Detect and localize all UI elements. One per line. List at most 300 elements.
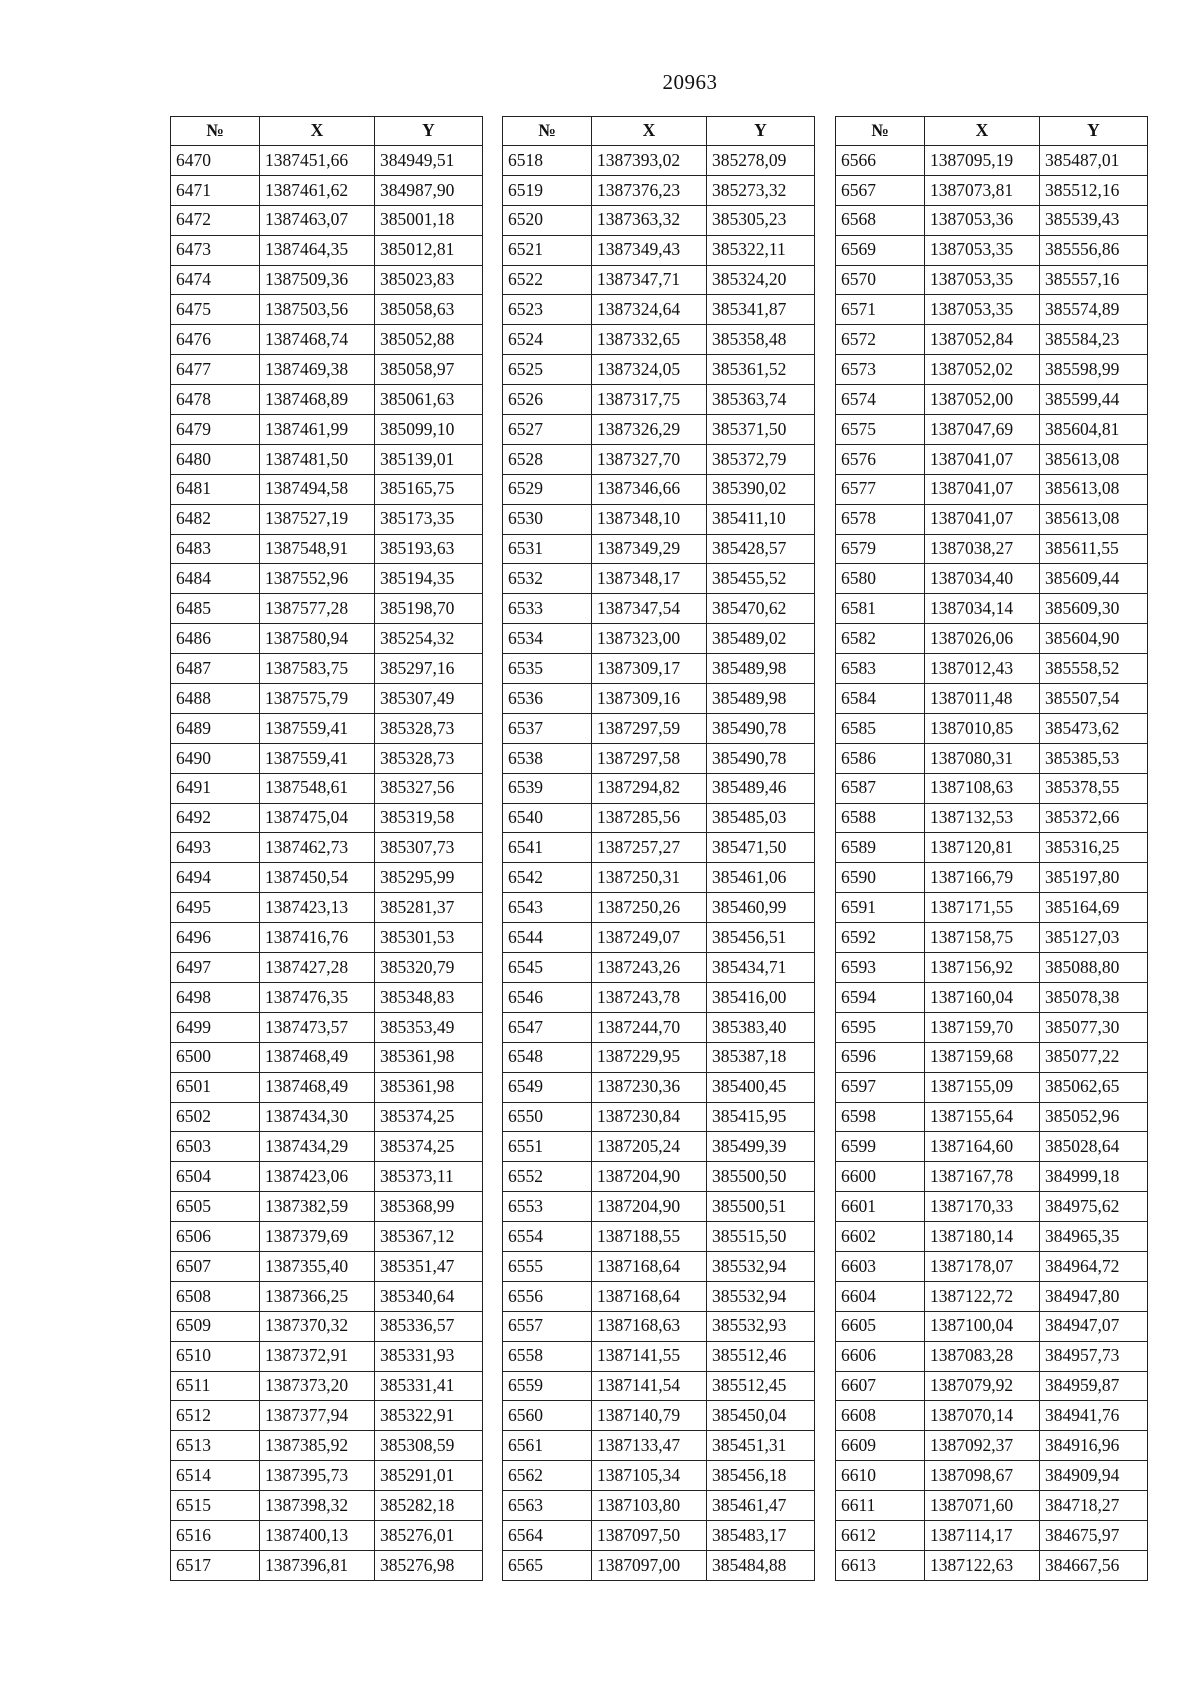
y-coordinate-cell: 385001,18: [375, 205, 483, 235]
table-row: [836, 743, 1148, 773]
table-row: [836, 1162, 1148, 1192]
point-number-cell: 6579: [836, 534, 925, 564]
x-coordinate-cell: 1387434,29: [260, 1132, 375, 1162]
y-coordinate-cell: 385385,53: [1040, 743, 1148, 773]
point-number-cell: 6613: [836, 1550, 925, 1580]
point-number-cell: 6565: [503, 1550, 592, 1580]
table-row: [171, 175, 483, 205]
point-number-cell: 6524: [503, 325, 592, 355]
point-number-cell: 6529: [503, 474, 592, 504]
y-coordinate-cell: 385415,95: [707, 1102, 815, 1132]
point-number-cell: 6592: [836, 923, 925, 953]
x-coordinate-cell: 1387204,90: [592, 1162, 707, 1192]
x-coordinate-cell: 1387244,70: [592, 1012, 707, 1042]
header-x: X: [925, 117, 1040, 146]
y-coordinate-cell: 385320,79: [375, 953, 483, 983]
y-coordinate-cell: 385609,30: [1040, 594, 1148, 624]
x-coordinate-cell: 1387132,53: [925, 803, 1040, 833]
x-coordinate-cell: 1387349,43: [592, 235, 707, 265]
x-coordinate-cell: 1387580,94: [260, 624, 375, 654]
header-x: X: [260, 117, 375, 146]
table-row: [836, 1401, 1148, 1431]
point-number-cell: 6521: [503, 235, 592, 265]
x-coordinate-cell: 1387167,78: [925, 1162, 1040, 1192]
point-number-cell: 6593: [836, 953, 925, 983]
y-coordinate-cell: 385078,38: [1040, 982, 1148, 1012]
x-coordinate-cell: 1387122,72: [925, 1281, 1040, 1311]
table-row: [503, 175, 815, 205]
point-number-cell: 6581: [836, 594, 925, 624]
x-coordinate-cell: 1387559,41: [260, 713, 375, 743]
x-coordinate-cell: 1387083,28: [925, 1341, 1040, 1371]
point-number-cell: 6488: [171, 684, 260, 714]
y-coordinate-cell: 385489,02: [707, 624, 815, 654]
y-coordinate-cell: 385099,10: [375, 415, 483, 445]
x-coordinate-cell: 1387297,58: [592, 743, 707, 773]
x-coordinate-cell: 1387468,89: [260, 385, 375, 415]
point-number-cell: 6491: [171, 773, 260, 803]
table-row: [171, 1192, 483, 1222]
x-coordinate-cell: 1387450,54: [260, 863, 375, 893]
y-coordinate-cell: 385461,06: [707, 863, 815, 893]
x-coordinate-cell: 1387503,56: [260, 295, 375, 325]
table-row: [836, 833, 1148, 863]
x-coordinate-cell: 1387026,06: [925, 624, 1040, 654]
point-number-cell: 6586: [836, 743, 925, 773]
x-coordinate-cell: 1387473,57: [260, 1012, 375, 1042]
table-row: [503, 684, 815, 714]
table-row: [171, 863, 483, 893]
point-number-cell: 6471: [171, 175, 260, 205]
point-number-cell: 6585: [836, 713, 925, 743]
page-number: 20963: [662, 70, 718, 94]
point-number-cell: 6514: [171, 1461, 260, 1491]
x-coordinate-cell: 1387160,04: [925, 982, 1040, 1012]
table-row: [171, 1461, 483, 1491]
y-coordinate-cell: 385500,50: [707, 1162, 815, 1192]
x-coordinate-cell: 1387250,31: [592, 863, 707, 893]
y-coordinate-cell: 385489,98: [707, 654, 815, 684]
x-coordinate-cell: 1387070,14: [925, 1401, 1040, 1431]
table-row: [171, 594, 483, 624]
table-row: [836, 1102, 1148, 1132]
x-coordinate-cell: 1387583,75: [260, 654, 375, 684]
y-coordinate-cell: 385341,87: [707, 295, 815, 325]
point-number-cell: 6541: [503, 833, 592, 863]
y-coordinate-cell: 385598,99: [1040, 355, 1148, 385]
x-coordinate-cell: 1387363,32: [592, 205, 707, 235]
y-coordinate-cell: 385456,51: [707, 923, 815, 953]
table-row: [171, 1012, 483, 1042]
x-coordinate-cell: 1387462,73: [260, 833, 375, 863]
table-row: [171, 773, 483, 803]
y-coordinate-cell: 385058,97: [375, 355, 483, 385]
table-row: [503, 355, 815, 385]
table-row: [503, 1461, 815, 1491]
point-number-cell: 6503: [171, 1132, 260, 1162]
y-coordinate-cell: 385254,32: [375, 624, 483, 654]
y-coordinate-cell: 385483,17: [707, 1520, 815, 1550]
point-number-cell: 6501: [171, 1072, 260, 1102]
y-coordinate-cell: 385198,70: [375, 594, 483, 624]
x-coordinate-cell: 1387158,75: [925, 923, 1040, 953]
table-row: [836, 923, 1148, 953]
table-row: [171, 833, 483, 863]
point-number-cell: 6552: [503, 1162, 592, 1192]
x-coordinate-cell: 1387140,79: [592, 1401, 707, 1431]
x-coordinate-cell: 1387010,85: [925, 713, 1040, 743]
y-coordinate-cell: 385374,25: [375, 1102, 483, 1132]
x-coordinate-cell: 1387324,64: [592, 295, 707, 325]
table-row: [171, 1550, 483, 1580]
point-number-cell: 6522: [503, 265, 592, 295]
table-row: [503, 325, 815, 355]
x-coordinate-cell: 1387548,91: [260, 534, 375, 564]
y-coordinate-cell: 385604,81: [1040, 415, 1148, 445]
y-coordinate-cell: 385532,94: [707, 1281, 815, 1311]
x-coordinate-cell: 1387347,54: [592, 594, 707, 624]
x-coordinate-cell: 1387349,29: [592, 534, 707, 564]
x-coordinate-cell: 1387034,14: [925, 594, 1040, 624]
x-coordinate-cell: 1387041,07: [925, 504, 1040, 534]
x-coordinate-cell: 1387469,38: [260, 355, 375, 385]
x-coordinate-cell: 1387053,35: [925, 295, 1040, 325]
table-row: [836, 1072, 1148, 1102]
x-coordinate-cell: 1387324,05: [592, 355, 707, 385]
table-row: [171, 684, 483, 714]
point-number-cell: 6576: [836, 444, 925, 474]
y-coordinate-cell: 385295,99: [375, 863, 483, 893]
x-coordinate-cell: 1387243,26: [592, 953, 707, 983]
y-coordinate-cell: 384909,94: [1040, 1461, 1148, 1491]
table-row: [503, 654, 815, 684]
header-number: №: [171, 117, 260, 146]
table-row: [503, 1251, 815, 1281]
table-row: [171, 1222, 483, 1252]
y-coordinate-cell: 385599,44: [1040, 385, 1148, 415]
point-number-cell: 6573: [836, 355, 925, 385]
table-row: [503, 1550, 815, 1580]
y-coordinate-cell: 385276,98: [375, 1550, 483, 1580]
point-number-cell: 6483: [171, 534, 260, 564]
y-coordinate-cell: 385584,23: [1040, 325, 1148, 355]
y-coordinate-cell: 385023,83: [375, 265, 483, 295]
y-coordinate-cell: 385340,64: [375, 1281, 483, 1311]
y-coordinate-cell: 385556,86: [1040, 235, 1148, 265]
table-row: [171, 474, 483, 504]
header-number: №: [503, 117, 592, 146]
x-coordinate-cell: 1387141,55: [592, 1341, 707, 1371]
table-row: [836, 1222, 1148, 1252]
point-number-cell: 6557: [503, 1311, 592, 1341]
point-number-cell: 6515: [171, 1491, 260, 1521]
header-y: Y: [707, 117, 815, 146]
table-row: [503, 564, 815, 594]
point-number-cell: 6519: [503, 175, 592, 205]
header-row: [836, 117, 1148, 146]
table-row: [171, 923, 483, 953]
y-coordinate-cell: 385139,01: [375, 444, 483, 474]
x-coordinate-cell: 1387377,94: [260, 1401, 375, 1431]
y-coordinate-cell: 384675,97: [1040, 1520, 1148, 1550]
point-number-cell: 6481: [171, 474, 260, 504]
table-row: [171, 325, 483, 355]
point-number-cell: 6474: [171, 265, 260, 295]
y-coordinate-cell: 385374,25: [375, 1132, 483, 1162]
x-coordinate-cell: 1387243,78: [592, 982, 707, 1012]
table-row: [503, 1431, 815, 1461]
y-coordinate-cell: 385490,78: [707, 743, 815, 773]
table-row: [836, 1431, 1148, 1461]
table-row: [171, 1251, 483, 1281]
table-row: [171, 743, 483, 773]
x-coordinate-cell: 1387372,91: [260, 1341, 375, 1371]
point-number-cell: 6505: [171, 1192, 260, 1222]
coordinates-table-3: [835, 116, 1148, 1581]
point-number-cell: 6560: [503, 1401, 592, 1431]
y-coordinate-cell: 385307,49: [375, 684, 483, 714]
header-number: №: [836, 117, 925, 146]
table-row: [171, 1431, 483, 1461]
point-number-cell: 6500: [171, 1042, 260, 1072]
y-coordinate-cell: 384959,87: [1040, 1371, 1148, 1401]
x-coordinate-cell: 1387370,32: [260, 1311, 375, 1341]
x-coordinate-cell: 1387168,64: [592, 1281, 707, 1311]
point-number-cell: 6550: [503, 1102, 592, 1132]
point-number-cell: 6603: [836, 1251, 925, 1281]
y-coordinate-cell: 385532,94: [707, 1251, 815, 1281]
x-coordinate-cell: 1387052,02: [925, 355, 1040, 385]
point-number-cell: 6509: [171, 1311, 260, 1341]
table-row: [503, 146, 815, 176]
table-row: [503, 1102, 815, 1132]
point-number-cell: 6559: [503, 1371, 592, 1401]
y-coordinate-cell: 385324,20: [707, 265, 815, 295]
table-row: [836, 1012, 1148, 1042]
point-number-cell: 6591: [836, 893, 925, 923]
table-row: [503, 1222, 815, 1252]
table-row: [503, 474, 815, 504]
y-coordinate-cell: 385613,08: [1040, 444, 1148, 474]
x-coordinate-cell: 1387079,92: [925, 1371, 1040, 1401]
y-coordinate-cell: 385331,93: [375, 1341, 483, 1371]
y-coordinate-cell: 385490,78: [707, 713, 815, 743]
y-coordinate-cell: 385507,54: [1040, 684, 1148, 714]
y-coordinate-cell: 385282,18: [375, 1491, 483, 1521]
y-coordinate-cell: 385316,25: [1040, 833, 1148, 863]
y-coordinate-cell: 385532,93: [707, 1311, 815, 1341]
point-number-cell: 6564: [503, 1520, 592, 1550]
point-number-cell: 6537: [503, 713, 592, 743]
table-row: [171, 982, 483, 1012]
point-number-cell: 6482: [171, 504, 260, 534]
table-row: [836, 385, 1148, 415]
table-row: [503, 923, 815, 953]
point-number-cell: 6492: [171, 803, 260, 833]
table-row: [503, 534, 815, 564]
x-coordinate-cell: 1387122,63: [925, 1550, 1040, 1580]
y-coordinate-cell: 385390,02: [707, 474, 815, 504]
table-row: [503, 982, 815, 1012]
y-coordinate-cell: 385276,01: [375, 1520, 483, 1550]
x-coordinate-cell: 1387011,48: [925, 684, 1040, 714]
point-number-cell: 6531: [503, 534, 592, 564]
x-coordinate-cell: 1387038,27: [925, 534, 1040, 564]
table-row: [503, 713, 815, 743]
point-number-cell: 6562: [503, 1461, 592, 1491]
table-row: [836, 803, 1148, 833]
point-number-cell: 6513: [171, 1431, 260, 1461]
table-row: [503, 863, 815, 893]
point-number-cell: 6507: [171, 1251, 260, 1281]
point-number-cell: 6493: [171, 833, 260, 863]
y-coordinate-cell: 385512,16: [1040, 175, 1148, 205]
table-row: [836, 235, 1148, 265]
y-coordinate-cell: 385609,44: [1040, 564, 1148, 594]
table-row: [171, 893, 483, 923]
x-coordinate-cell: 1387385,92: [260, 1431, 375, 1461]
point-number-cell: 6574: [836, 385, 925, 415]
x-coordinate-cell: 1387423,06: [260, 1162, 375, 1192]
x-coordinate-cell: 1387257,27: [592, 833, 707, 863]
point-number-cell: 6549: [503, 1072, 592, 1102]
y-coordinate-cell: 384965,35: [1040, 1222, 1148, 1252]
y-coordinate-cell: 385484,88: [707, 1550, 815, 1580]
x-coordinate-cell: 1387332,65: [592, 325, 707, 355]
table-row: [503, 743, 815, 773]
table-row: [503, 1281, 815, 1311]
point-number-cell: 6533: [503, 594, 592, 624]
x-coordinate-cell: 1387297,59: [592, 713, 707, 743]
x-coordinate-cell: 1387346,66: [592, 474, 707, 504]
y-coordinate-cell: 385194,35: [375, 564, 483, 594]
x-coordinate-cell: 1387229,95: [592, 1042, 707, 1072]
y-coordinate-cell: 384964,72: [1040, 1251, 1148, 1281]
point-number-cell: 6554: [503, 1222, 592, 1252]
point-number-cell: 6610: [836, 1461, 925, 1491]
table-row: [171, 205, 483, 235]
point-number-cell: 6547: [503, 1012, 592, 1042]
point-number-cell: 6543: [503, 893, 592, 923]
point-number-cell: 6489: [171, 713, 260, 743]
x-coordinate-cell: 1387170,33: [925, 1192, 1040, 1222]
y-coordinate-cell: 384987,90: [375, 175, 483, 205]
point-number-cell: 6485: [171, 594, 260, 624]
table-row: [836, 175, 1148, 205]
table-row: [171, 1102, 483, 1132]
y-coordinate-cell: 385461,47: [707, 1491, 815, 1521]
y-coordinate-cell: 385358,48: [707, 325, 815, 355]
table-row: [836, 953, 1148, 983]
table-row: [171, 1341, 483, 1371]
table-row: [503, 1311, 815, 1341]
y-coordinate-cell: 385383,40: [707, 1012, 815, 1042]
x-coordinate-cell: 1387468,49: [260, 1072, 375, 1102]
y-coordinate-cell: 385485,03: [707, 803, 815, 833]
point-number-cell: 6504: [171, 1162, 260, 1192]
y-coordinate-cell: 384949,51: [375, 146, 483, 176]
point-number-cell: 6601: [836, 1192, 925, 1222]
y-coordinate-cell: 385061,63: [375, 385, 483, 415]
y-coordinate-cell: 384999,18: [1040, 1162, 1148, 1192]
point-number-cell: 6506: [171, 1222, 260, 1252]
table-row: [503, 1491, 815, 1521]
table-row: [503, 1371, 815, 1401]
x-coordinate-cell: 1387317,75: [592, 385, 707, 415]
point-number-cell: 6470: [171, 146, 260, 176]
point-number-cell: 6556: [503, 1281, 592, 1311]
table-row: [171, 146, 483, 176]
x-coordinate-cell: 1387451,66: [260, 146, 375, 176]
x-coordinate-cell: 1387309,16: [592, 684, 707, 714]
table-row: [171, 1281, 483, 1311]
y-coordinate-cell: 385470,62: [707, 594, 815, 624]
point-number-cell: 6542: [503, 863, 592, 893]
point-number-cell: 6532: [503, 564, 592, 594]
y-coordinate-cell: 385489,98: [707, 684, 815, 714]
x-coordinate-cell: 1387166,79: [925, 863, 1040, 893]
y-coordinate-cell: 385307,73: [375, 833, 483, 863]
y-coordinate-cell: 384718,27: [1040, 1491, 1148, 1521]
y-coordinate-cell: 385327,56: [375, 773, 483, 803]
point-number-cell: 6495: [171, 893, 260, 923]
point-number-cell: 6567: [836, 175, 925, 205]
point-number-cell: 6612: [836, 1520, 925, 1550]
table-row: [836, 1042, 1148, 1072]
table-row: [836, 265, 1148, 295]
point-number-cell: 6563: [503, 1491, 592, 1521]
x-coordinate-cell: 1387376,23: [592, 175, 707, 205]
table-row: [503, 594, 815, 624]
header-y: Y: [375, 117, 483, 146]
y-coordinate-cell: 385371,50: [707, 415, 815, 445]
y-coordinate-cell: 385052,96: [1040, 1102, 1148, 1132]
table-row: [503, 1341, 815, 1371]
point-number-cell: 6594: [836, 982, 925, 1012]
x-coordinate-cell: 1387373,20: [260, 1371, 375, 1401]
y-coordinate-cell: 385088,80: [1040, 953, 1148, 983]
table-row: [503, 504, 815, 534]
point-number-cell: 6597: [836, 1072, 925, 1102]
x-coordinate-cell: 1387164,60: [925, 1132, 1040, 1162]
x-coordinate-cell: 1387053,35: [925, 235, 1040, 265]
table-row: [503, 235, 815, 265]
y-coordinate-cell: 385328,73: [375, 743, 483, 773]
y-coordinate-cell: 385613,08: [1040, 504, 1148, 534]
table-row: [836, 564, 1148, 594]
table-row: [171, 1132, 483, 1162]
x-coordinate-cell: 1387348,10: [592, 504, 707, 534]
point-number-cell: 6511: [171, 1371, 260, 1401]
point-number-cell: 6545: [503, 953, 592, 983]
table-row: [503, 893, 815, 923]
table-row: [171, 1401, 483, 1431]
table-row: [836, 1192, 1148, 1222]
x-coordinate-cell: 1387416,76: [260, 923, 375, 953]
x-coordinate-cell: 1387071,60: [925, 1491, 1040, 1521]
y-coordinate-cell: 385363,74: [707, 385, 815, 415]
point-number-cell: 6497: [171, 953, 260, 983]
table-row: [171, 1311, 483, 1341]
x-coordinate-cell: 1387427,28: [260, 953, 375, 983]
y-coordinate-cell: 385450,04: [707, 1401, 815, 1431]
point-number-cell: 6490: [171, 743, 260, 773]
table-row: [836, 624, 1148, 654]
point-number-cell: 6525: [503, 355, 592, 385]
point-number-cell: 6544: [503, 923, 592, 953]
y-coordinate-cell: 384941,76: [1040, 1401, 1148, 1431]
x-coordinate-cell: 1387382,59: [260, 1192, 375, 1222]
